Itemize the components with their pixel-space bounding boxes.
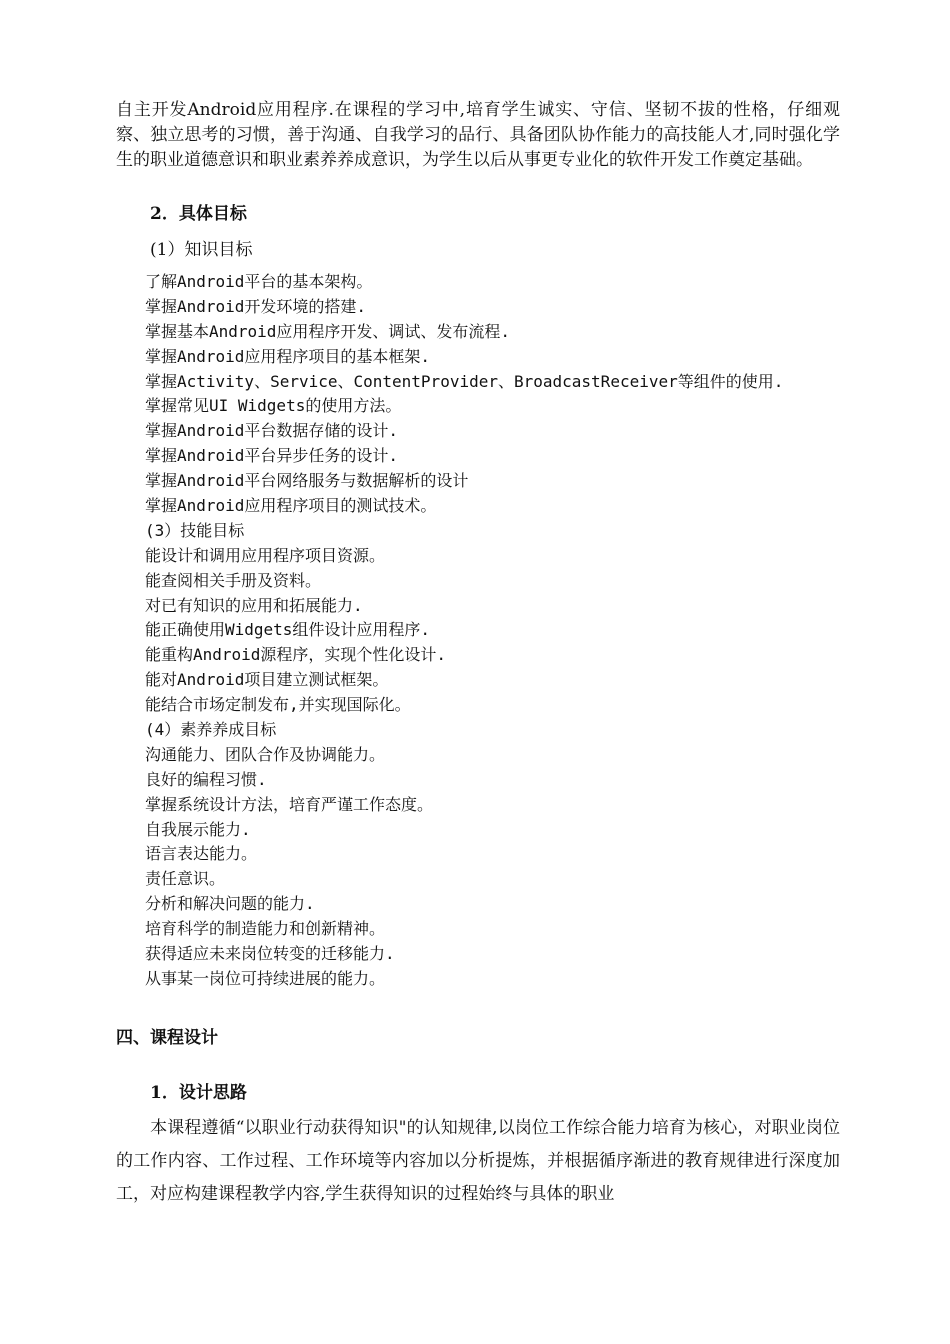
list-item: 掌握Android平台网络服务与数据解析的设计 bbox=[145, 471, 469, 491]
design-paragraph bbox=[116, 1112, 840, 1211]
list-item: 获得适应未来岗位转变的迁移能力. bbox=[145, 944, 395, 964]
literacy-goals-heading: (4）素养养成目标 bbox=[145, 720, 277, 740]
list-item: 语言表达能力。 bbox=[145, 844, 258, 864]
list-item: 掌握基本Android应用程序开发、调试、发布流程. bbox=[145, 321, 511, 341]
list-item: 能重构Android源程序，实现个性化设计. bbox=[145, 645, 447, 665]
list-item: 掌握Android应用程序项目的测试技术。 bbox=[145, 496, 437, 516]
list-item: 掌握Android开发环境的搭建. bbox=[145, 296, 367, 316]
course-design-heading: 四、课程设计 bbox=[116, 1028, 218, 1048]
skill-goals-heading: (3）技能目标 bbox=[145, 520, 245, 540]
list-item: 掌握常见UI Widgets的使用方法。 bbox=[145, 396, 402, 416]
list-item: 培育科学的制造能力和创新精神。 bbox=[145, 919, 386, 939]
list-item: 能对Android项目建立测试框架。 bbox=[145, 670, 389, 690]
list-item: 责任意识。 bbox=[145, 869, 226, 889]
list-item: 能设计和调用应用程序项目资源。 bbox=[145, 545, 386, 565]
list-item: 良好的编程习惯. bbox=[145, 769, 267, 789]
list-item: 分析和解决问题的能力. bbox=[145, 894, 315, 914]
knowledge-goals-heading: (1）知识目标 bbox=[150, 240, 253, 260]
list-item: 掌握Android平台异步任务的设计. bbox=[145, 446, 399, 466]
design-paragraph-text: 本课程遵循“以职业行动获得知识"的认知规律,以岗位工作综合能力培育为核心，对职业岗位的工作内容、工作过程、工作环境等内容加以分析提炼，并根据循序渐进的教育规律进行深度加工，对应构建课程教学内容,学生获得知识的过程始终与具体的职业 bbox=[116, 1118, 840, 1204]
list-item: 沟通能力、团队合作及协调能力。 bbox=[145, 744, 386, 764]
list-item: 掌握Android平台数据存储的设计. bbox=[145, 421, 399, 441]
list-item: 掌握系统设计方法，培育严谨工作态度。 bbox=[145, 794, 434, 814]
goals-list bbox=[145, 270, 783, 992]
list-item: 能结合市场定制发布,并实现国际化。 bbox=[145, 695, 411, 715]
list-item: 掌握Android应用程序项目的基本框架. bbox=[145, 346, 431, 366]
list-item: 了解Android平台的基本架构。 bbox=[145, 272, 373, 291]
list-item: 能查阅相关手册及资料。 bbox=[145, 570, 322, 590]
list-item: 能正确使用Widgets组件设计应用程序. bbox=[145, 620, 431, 640]
specific-goals-heading: 2．具体目标 bbox=[150, 204, 247, 224]
design-idea-heading: 1．设计思路 bbox=[150, 1083, 247, 1103]
intro-paragraph: 自主开发Android应用程序.在课程的学习中,培育学生诚实、守信、坚韧不拔的性格，仔细观察、独立思考的习惯，善于沟通、自我学习的品行、具备团队协作能力的高技能人才,同时强化学生的职业道德意识和职业素养养成意识，为学生以后从事更专业化的软件开发工作奠定基础。 bbox=[116, 100, 840, 170]
list-item: 自我展示能力. bbox=[145, 819, 251, 839]
list-item: 掌握Activity、Service、ContentProvider、BroadcastReceiver等组件的使用. bbox=[145, 371, 784, 391]
list-item: 从事某一岗位可持续进展的能力。 bbox=[145, 968, 386, 988]
list-item: 对已有知识的应用和拓展能力. bbox=[145, 595, 363, 615]
